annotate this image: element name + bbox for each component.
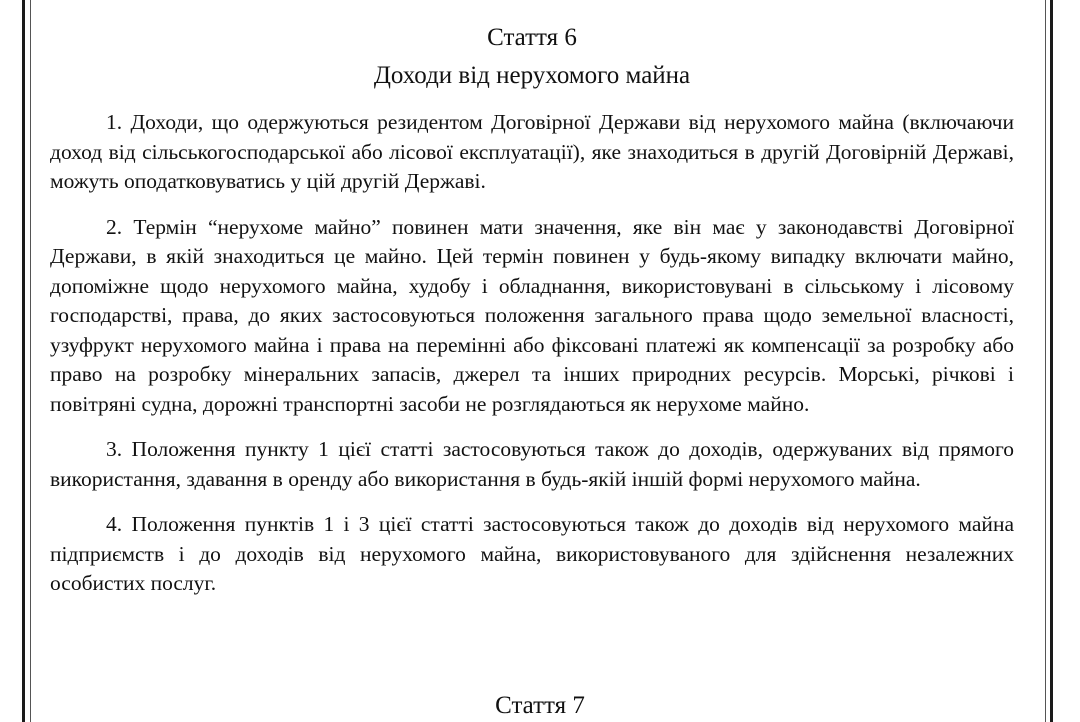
article-title: Стаття 6 bbox=[487, 24, 577, 51]
paragraph-4: 4. Положення пунктів 1 і 3 цієї статті застосовуються також до доходів від нерухомого майна підприємств і до доходів від нерухомого майна, використовуваного для здійснення незалежних особистих послуг. bbox=[50, 512, 1014, 595]
page-border-left bbox=[22, 0, 25, 722]
page-border-right bbox=[1050, 0, 1053, 722]
paragraph-2: 2. Термін “нерухоме майно” повинен мати значення, яке він має у законодавстві Договірної Держави, в якій знаходиться це майно. Цей термін повинен у будь-якому випадку включати майно, допоміжне щодо нерухомого майна, худобу і обладнання, використовувані в сільському і лісовому господарстві, права, до яких застосовуються положення загального права щодо земельної власності, узуфрукт нерухомого майна і права на перемінні або фіксовані платежі як компенсації за розробку або право на розробку мінеральних запасів, джерел та інших природних ресурсів. Морські, річкові і повітряні судна, дорожні транспортні засоби не розглядаються як нерухоме майно. bbox=[50, 214, 1014, 416]
article-body bbox=[50, 20, 1014, 615]
page-border-right-inner bbox=[1045, 0, 1046, 722]
article-subtitle: Доходи від нерухомого майна bbox=[373, 62, 691, 89]
page-border-left-inner bbox=[30, 0, 31, 722]
paragraph-1: 1. Доходи, що одержуються резидентом Договірної Держави від нерухомого майна (включаючи доход від сільськогосподарської або лісової експлуатації), яке знаходиться в другій Договірній Державі, можуть оподатковуватись у цій другій Державі. bbox=[50, 110, 1014, 193]
next-article-title: Стаття 7 bbox=[495, 692, 585, 719]
paragraph-3: 3. Положення пункту 1 цієї статті застосовуються також до доходів, одержуваних від прямого використання, здавання в оренду або використання в будь-якій іншій формі нерухомого майна. bbox=[50, 437, 1014, 491]
